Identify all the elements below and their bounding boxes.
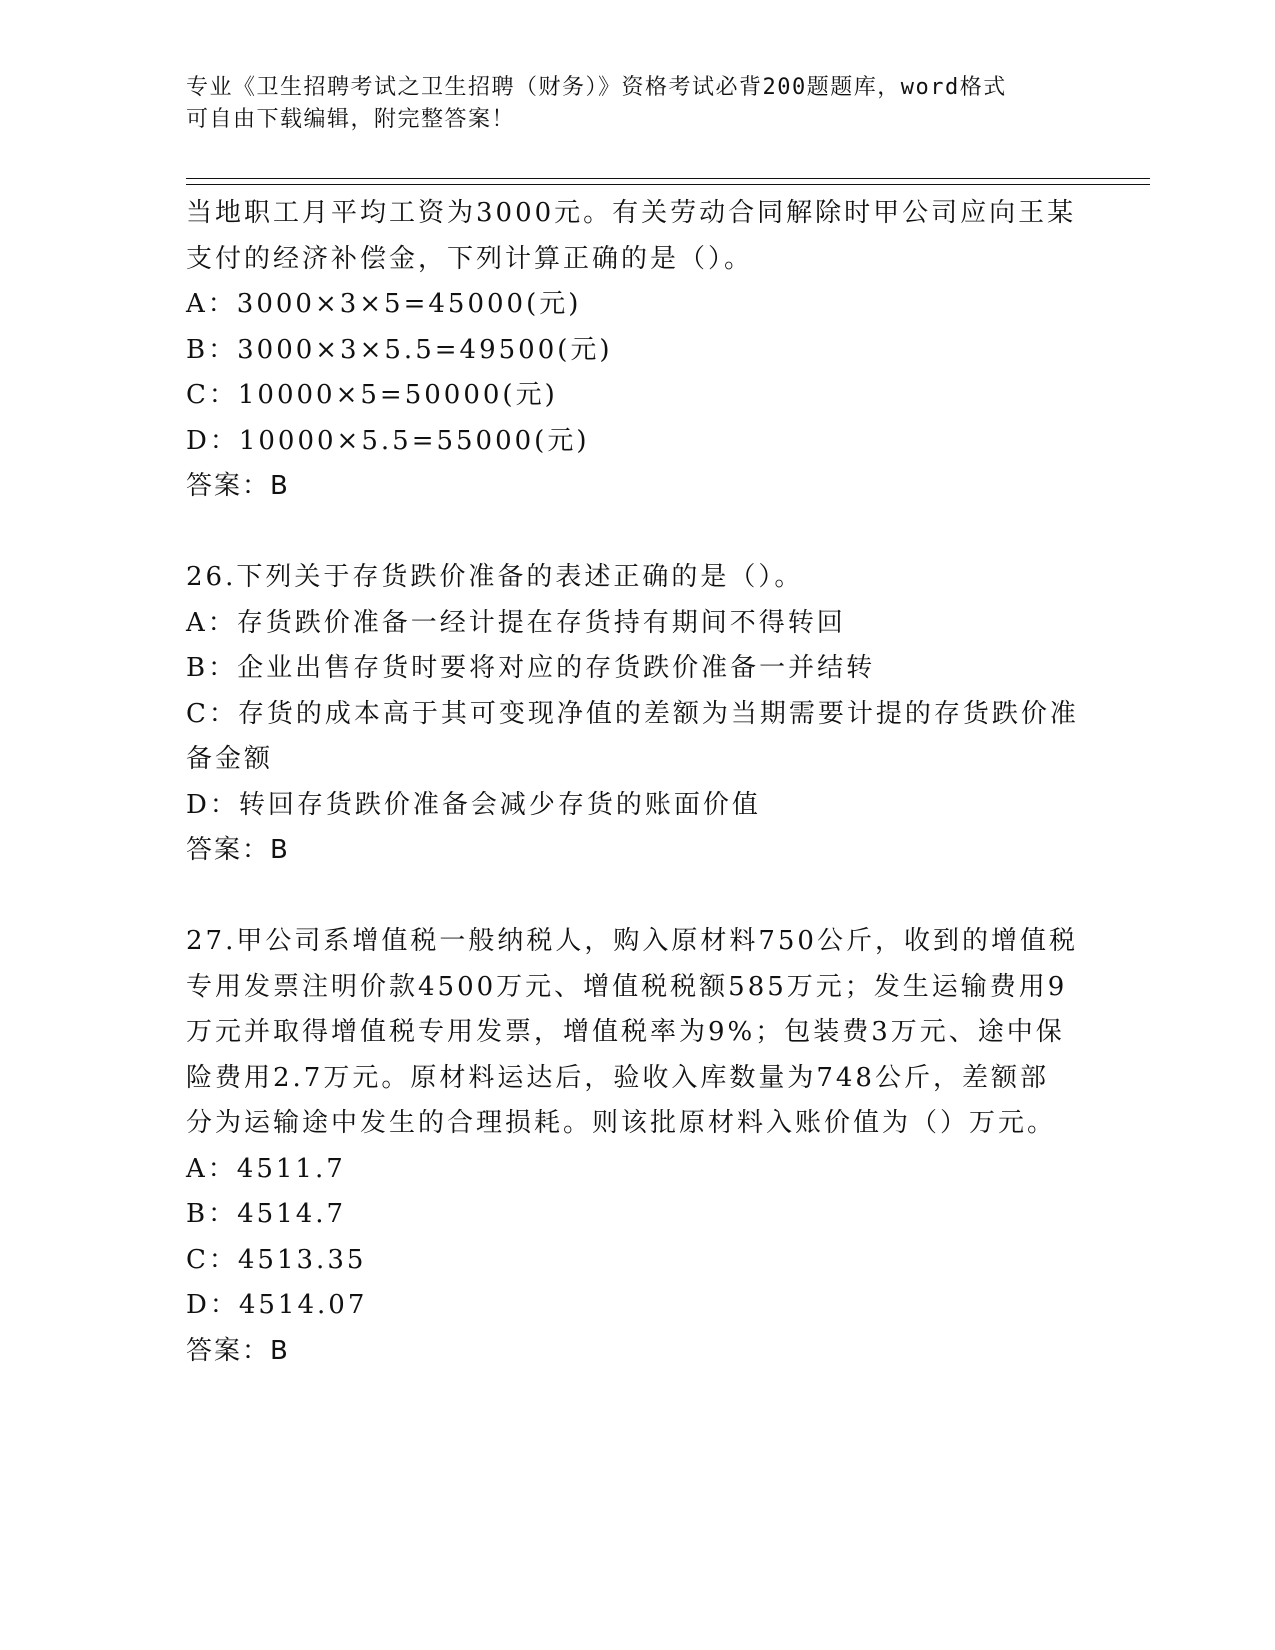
question-stem-line: 万元并取得增值税专用发票，增值税率为9%；包装费3万元、途中保 <box>186 1017 1065 1047</box>
option-d: D：转回存货跌价准备会减少存货的账面价值 <box>186 789 761 820</box>
option-b: B：3000×3×5.5=49500(元) <box>186 334 613 365</box>
option-a: A：存货跌价准备一经计提在存货持有期间不得转回 <box>186 607 846 638</box>
question-stem-line: 26.下列关于存货跌价准备的表述正确的是（）。 <box>186 562 804 592</box>
question-26 <box>186 555 1086 874</box>
option-c: C：10000×5=50000(元) <box>186 380 558 410</box>
header-line-2: 可自由下载编辑，附完整答案！ <box>186 107 516 132</box>
spacer <box>186 874 1086 920</box>
option-a: A：3000×3×5=45000(元) <box>186 289 582 319</box>
option-c: C：存货的成本高于其可变现净值的差额为当期需要计提的存货跌价准 <box>186 698 1079 729</box>
question-stem-line: 专用发票注明价款4500万元、增值税税额585万元；发生运输费用9 <box>186 971 1068 1002</box>
option-c-continued: 备金额 <box>186 744 274 774</box>
answer: 答案：B <box>186 1335 290 1366</box>
question-27 <box>186 919 1086 1374</box>
question-stem-line: 支付的经济补偿金，下列计算正确的是（）。 <box>186 243 754 274</box>
question-stem-line: 险费用2.7万元。原材料运达后，验收入库数量为748公斤，差额部 <box>186 1062 1049 1093</box>
answer: 答案：B <box>186 835 290 865</box>
question-stem-line: 分为运输途中发生的合理损耗。则该批原材料入账价值为（）万元。 <box>186 1108 1057 1138</box>
option-b: B：企业出售存货时要将对应的存货跌价准备一并结转 <box>186 653 876 683</box>
option-d: D：4514.07 <box>186 1290 368 1320</box>
question-25 <box>186 191 1086 510</box>
answer: 答案：B <box>186 471 290 501</box>
question-stem-line: 当地职工月平均工资为3000元。有关劳动合同解除时甲公司应向王某 <box>186 198 1077 228</box>
header-rule-top <box>186 178 1150 179</box>
option-a: A：4511.7 <box>186 1153 346 1184</box>
option-c: C：4513.35 <box>186 1244 367 1275</box>
document-header <box>186 72 1066 136</box>
header-rule-bottom <box>186 184 1150 185</box>
option-d: D：10000×5.5=55000(元) <box>186 425 590 456</box>
header-line-1: 专业《卫生招聘考试之卫生招聘（财务）》资格考试必背200题题库，word格式 <box>186 75 1007 100</box>
spacer <box>186 510 1086 556</box>
option-b: B：4514.7 <box>186 1199 347 1229</box>
document-body <box>186 191 1086 1374</box>
question-stem-line: 27.甲公司系增值税一般纳税人，购入原材料750公斤，收到的增值税 <box>186 926 1078 956</box>
